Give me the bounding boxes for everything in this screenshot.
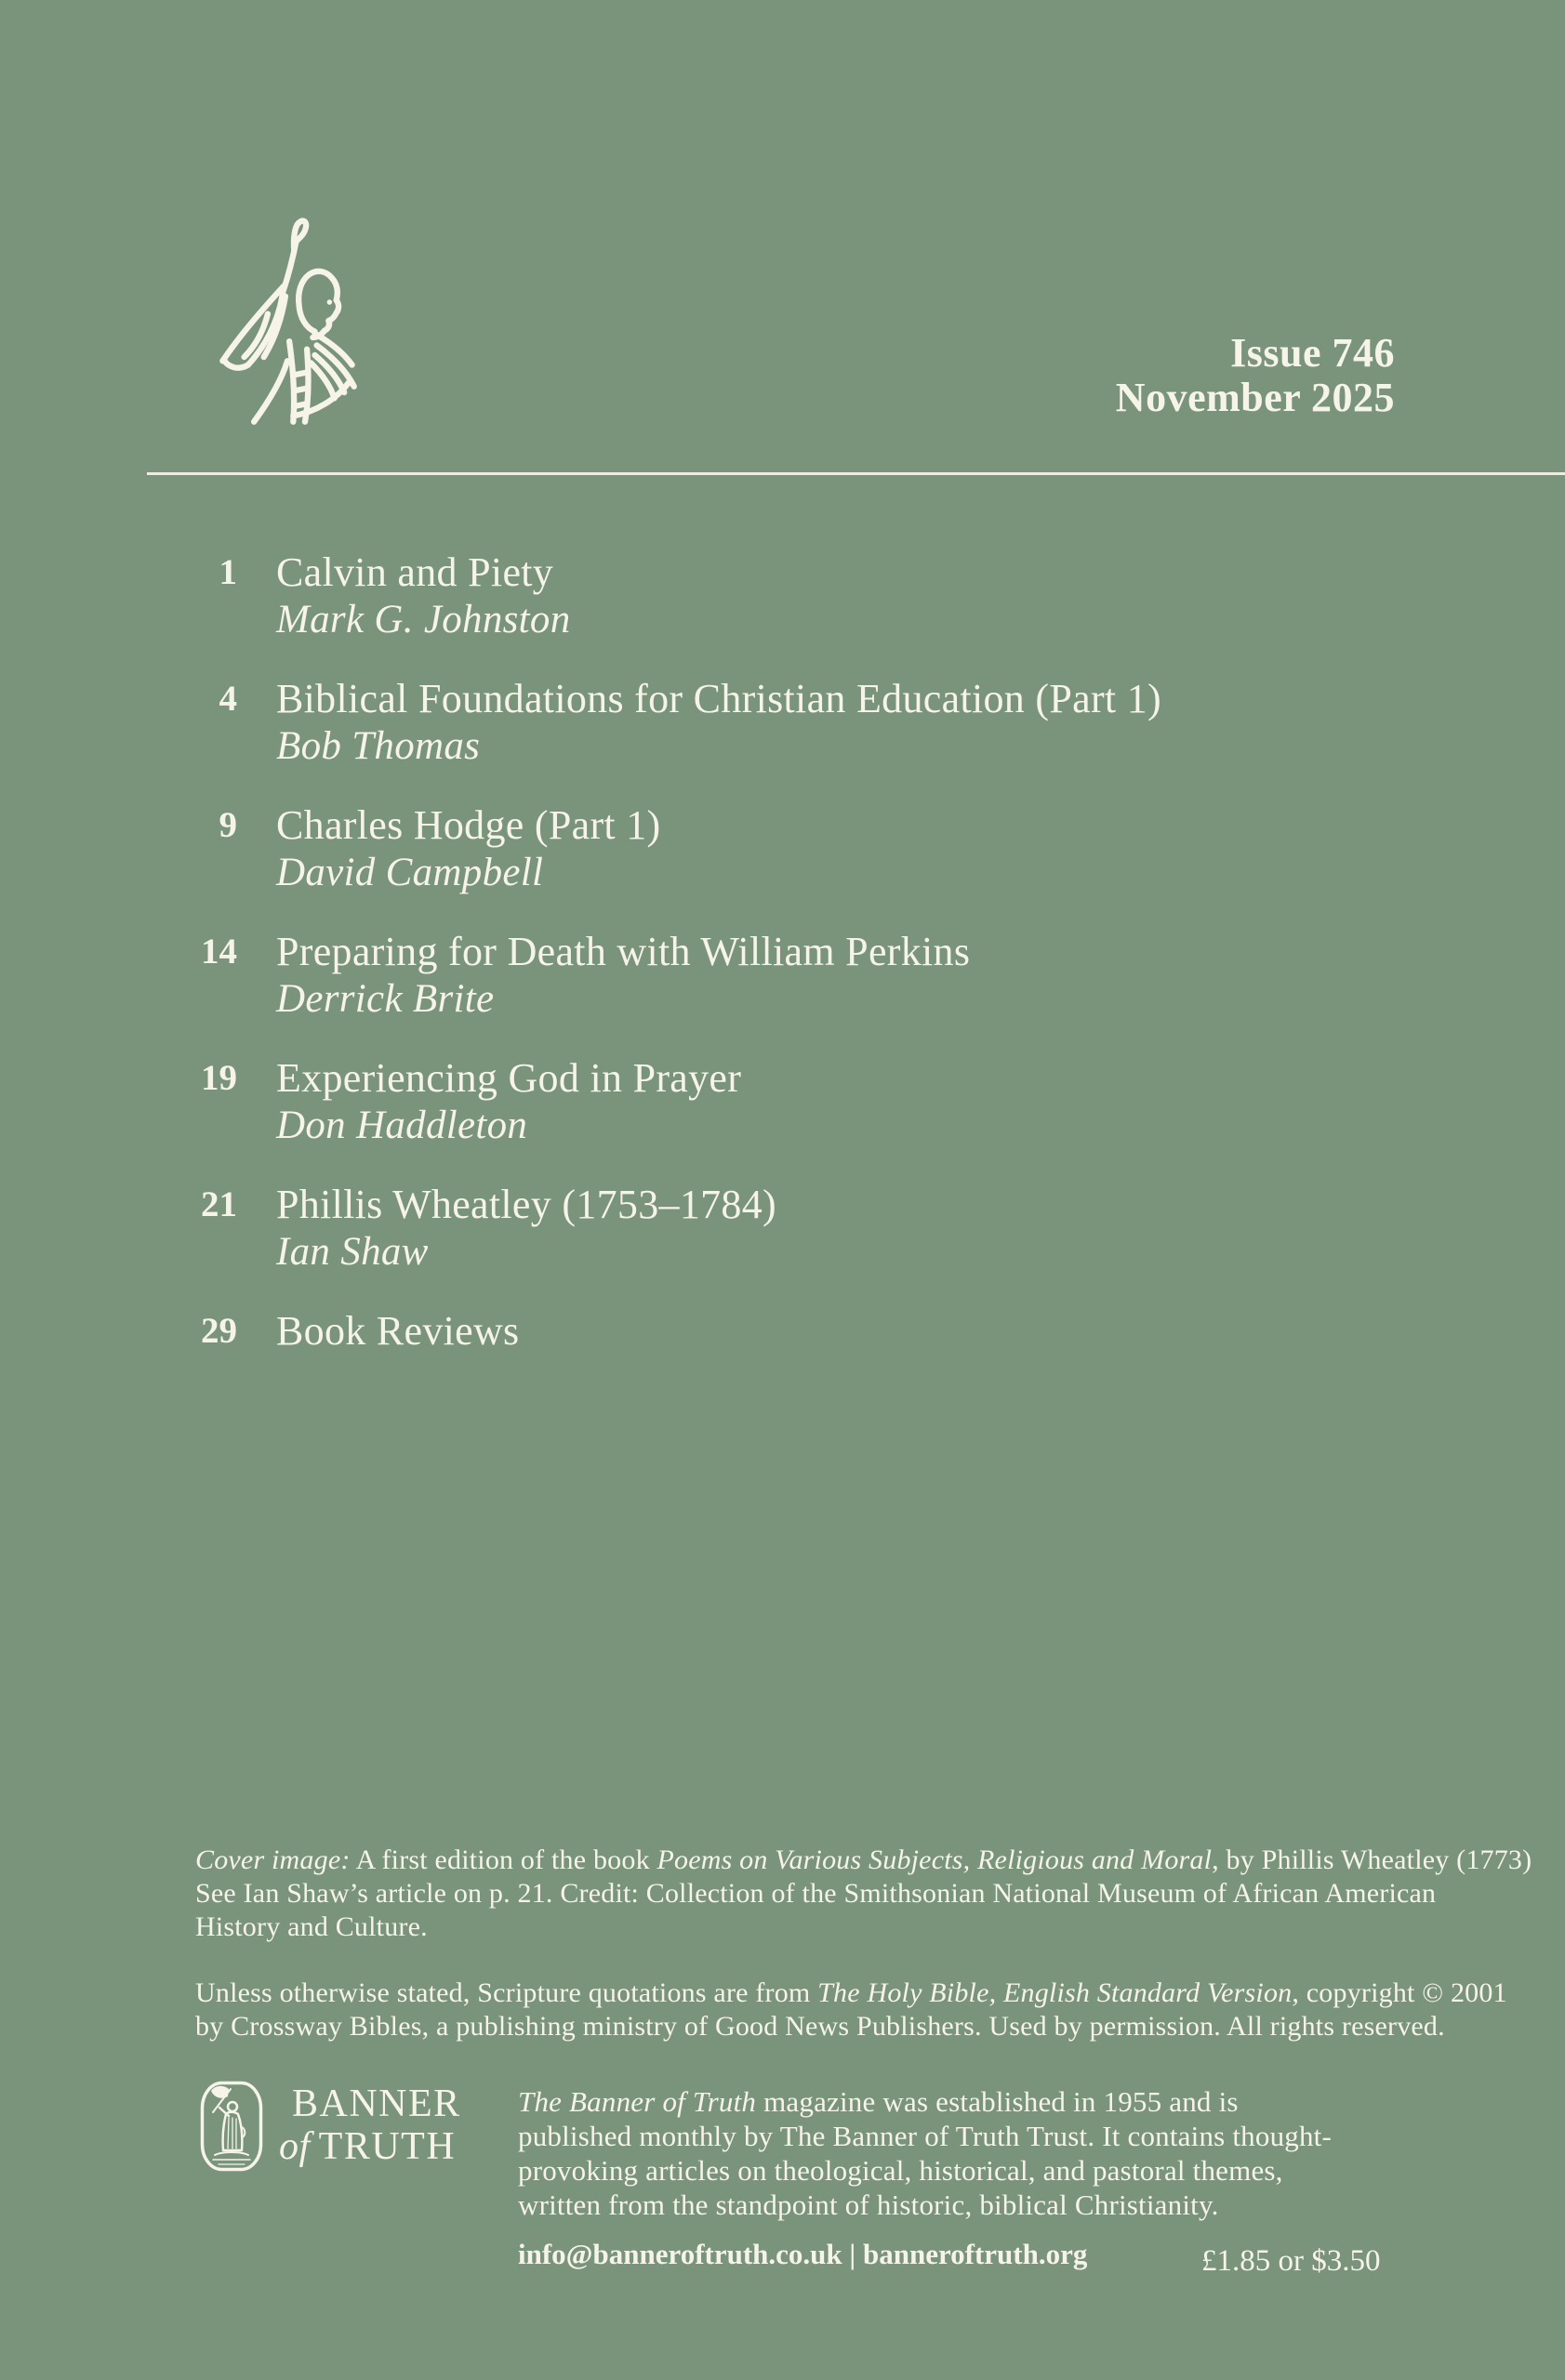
about-line4: written from the standpoint of historic, biblical Christianity. — [518, 2188, 1219, 2221]
header-divider — [147, 472, 1565, 475]
publisher-wordmark — [279, 2082, 461, 2168]
toc-page-number: 9 — [219, 805, 237, 845]
issue-date: November 2025 — [1115, 375, 1395, 420]
toc-title: Calvin and Piety — [276, 549, 554, 595]
bible-title: The Holy Bible, English Standard Version — [817, 1977, 1293, 2008]
scripture-note-line2: by Crossway Bibles, a publishing ministry of Good News Publishers. Used by permission. All rights reserved. — [195, 2011, 1445, 2042]
toc-page-number: 19 — [201, 1058, 237, 1098]
toc-entry — [0, 1307, 1161, 1355]
issue-header — [1116, 331, 1395, 420]
book-title: Poems on Various Subjects, Religious and Moral — [657, 1844, 1213, 1875]
cover-image-note — [195, 1844, 1532, 1944]
cover-note-line2: See Ian Shaw’s article on p. 21. Credit: Collection of the Smithsonian National Museum of African American — [195, 1878, 1437, 1909]
about-line2: published monthly by The Banner of Truth Trust. It contains thought- — [518, 2120, 1333, 2152]
cover-note-line1: Cover image: A first edition of the book Poems on Various Subjects, Religious and Moral, by Phillis Wheatley (1773) — [195, 1844, 1532, 1875]
cover-note-line3: History and Culture. — [195, 1911, 428, 1942]
toc-entry — [0, 549, 1161, 643]
scripture-note-line1: Unless otherwise stated, Scripture quotations are from The Holy Bible, English Standard Version, copyright © 2001 — [195, 1977, 1507, 2008]
issue-number: Issue 746 — [1230, 330, 1395, 376]
toc-title: Phillis Wheatley (1753–1784) — [276, 1182, 776, 1227]
toc-author: David Campbell — [276, 851, 544, 894]
toc-title: Book Reviews — [276, 1308, 520, 1354]
toc-page-number: 1 — [219, 552, 237, 592]
cover-note-label: Cover image: — [195, 1844, 351, 1875]
toc-title: Experiencing God in Prayer — [276, 1055, 742, 1101]
about-line3: provoking articles on theological, historical, and pastoral themes, — [518, 2154, 1283, 2187]
toc-title: Biblical Foundations for Christian Education (Part 1) — [276, 676, 1161, 721]
scripture-note — [195, 1977, 1507, 2043]
toc-author: Bob Thomas — [276, 724, 481, 768]
toc-entry — [0, 1181, 1161, 1276]
wordmark-of-truth: of TRUTH — [279, 2125, 457, 2168]
publisher-description — [518, 2084, 1332, 2222]
toc-author: Mark G. Johnston — [276, 598, 571, 641]
banner-of-truth-emblem-logo — [200, 2081, 263, 2172]
toc-author: Derrick Brite — [276, 977, 495, 1021]
toc-title: Charles Hodge (Part 1) — [276, 802, 661, 848]
toc-entry — [0, 675, 1161, 770]
magazine-title: The Banner of Truth — [518, 2085, 757, 2118]
toc-page-number: 14 — [201, 932, 237, 972]
toc-title: Preparing for Death with William Perkins — [276, 929, 971, 974]
table-of-contents — [0, 549, 1161, 1387]
price: £1.85 or $3.50 — [1201, 2244, 1381, 2278]
wordmark-banner: BANNER — [292, 2082, 461, 2125]
toc-entry — [0, 1054, 1161, 1149]
toc-author: Ian Shaw — [276, 1230, 429, 1274]
toc-page-number: 29 — [201, 1311, 237, 1351]
banner-of-truth-figure-logo — [198, 212, 377, 428]
toc-entry — [0, 801, 1161, 896]
toc-page-number: 4 — [219, 679, 237, 719]
toc-entry — [0, 928, 1161, 1023]
toc-page-number: 21 — [201, 1184, 237, 1224]
toc-author: Don Haddleton — [276, 1104, 528, 1147]
about-line1: The Banner of Truth magazine was established in 1955 and is — [518, 2085, 1239, 2118]
contact-line: info@banneroftruth.co.uk | banneroftruth.org — [518, 2238, 1088, 2270]
